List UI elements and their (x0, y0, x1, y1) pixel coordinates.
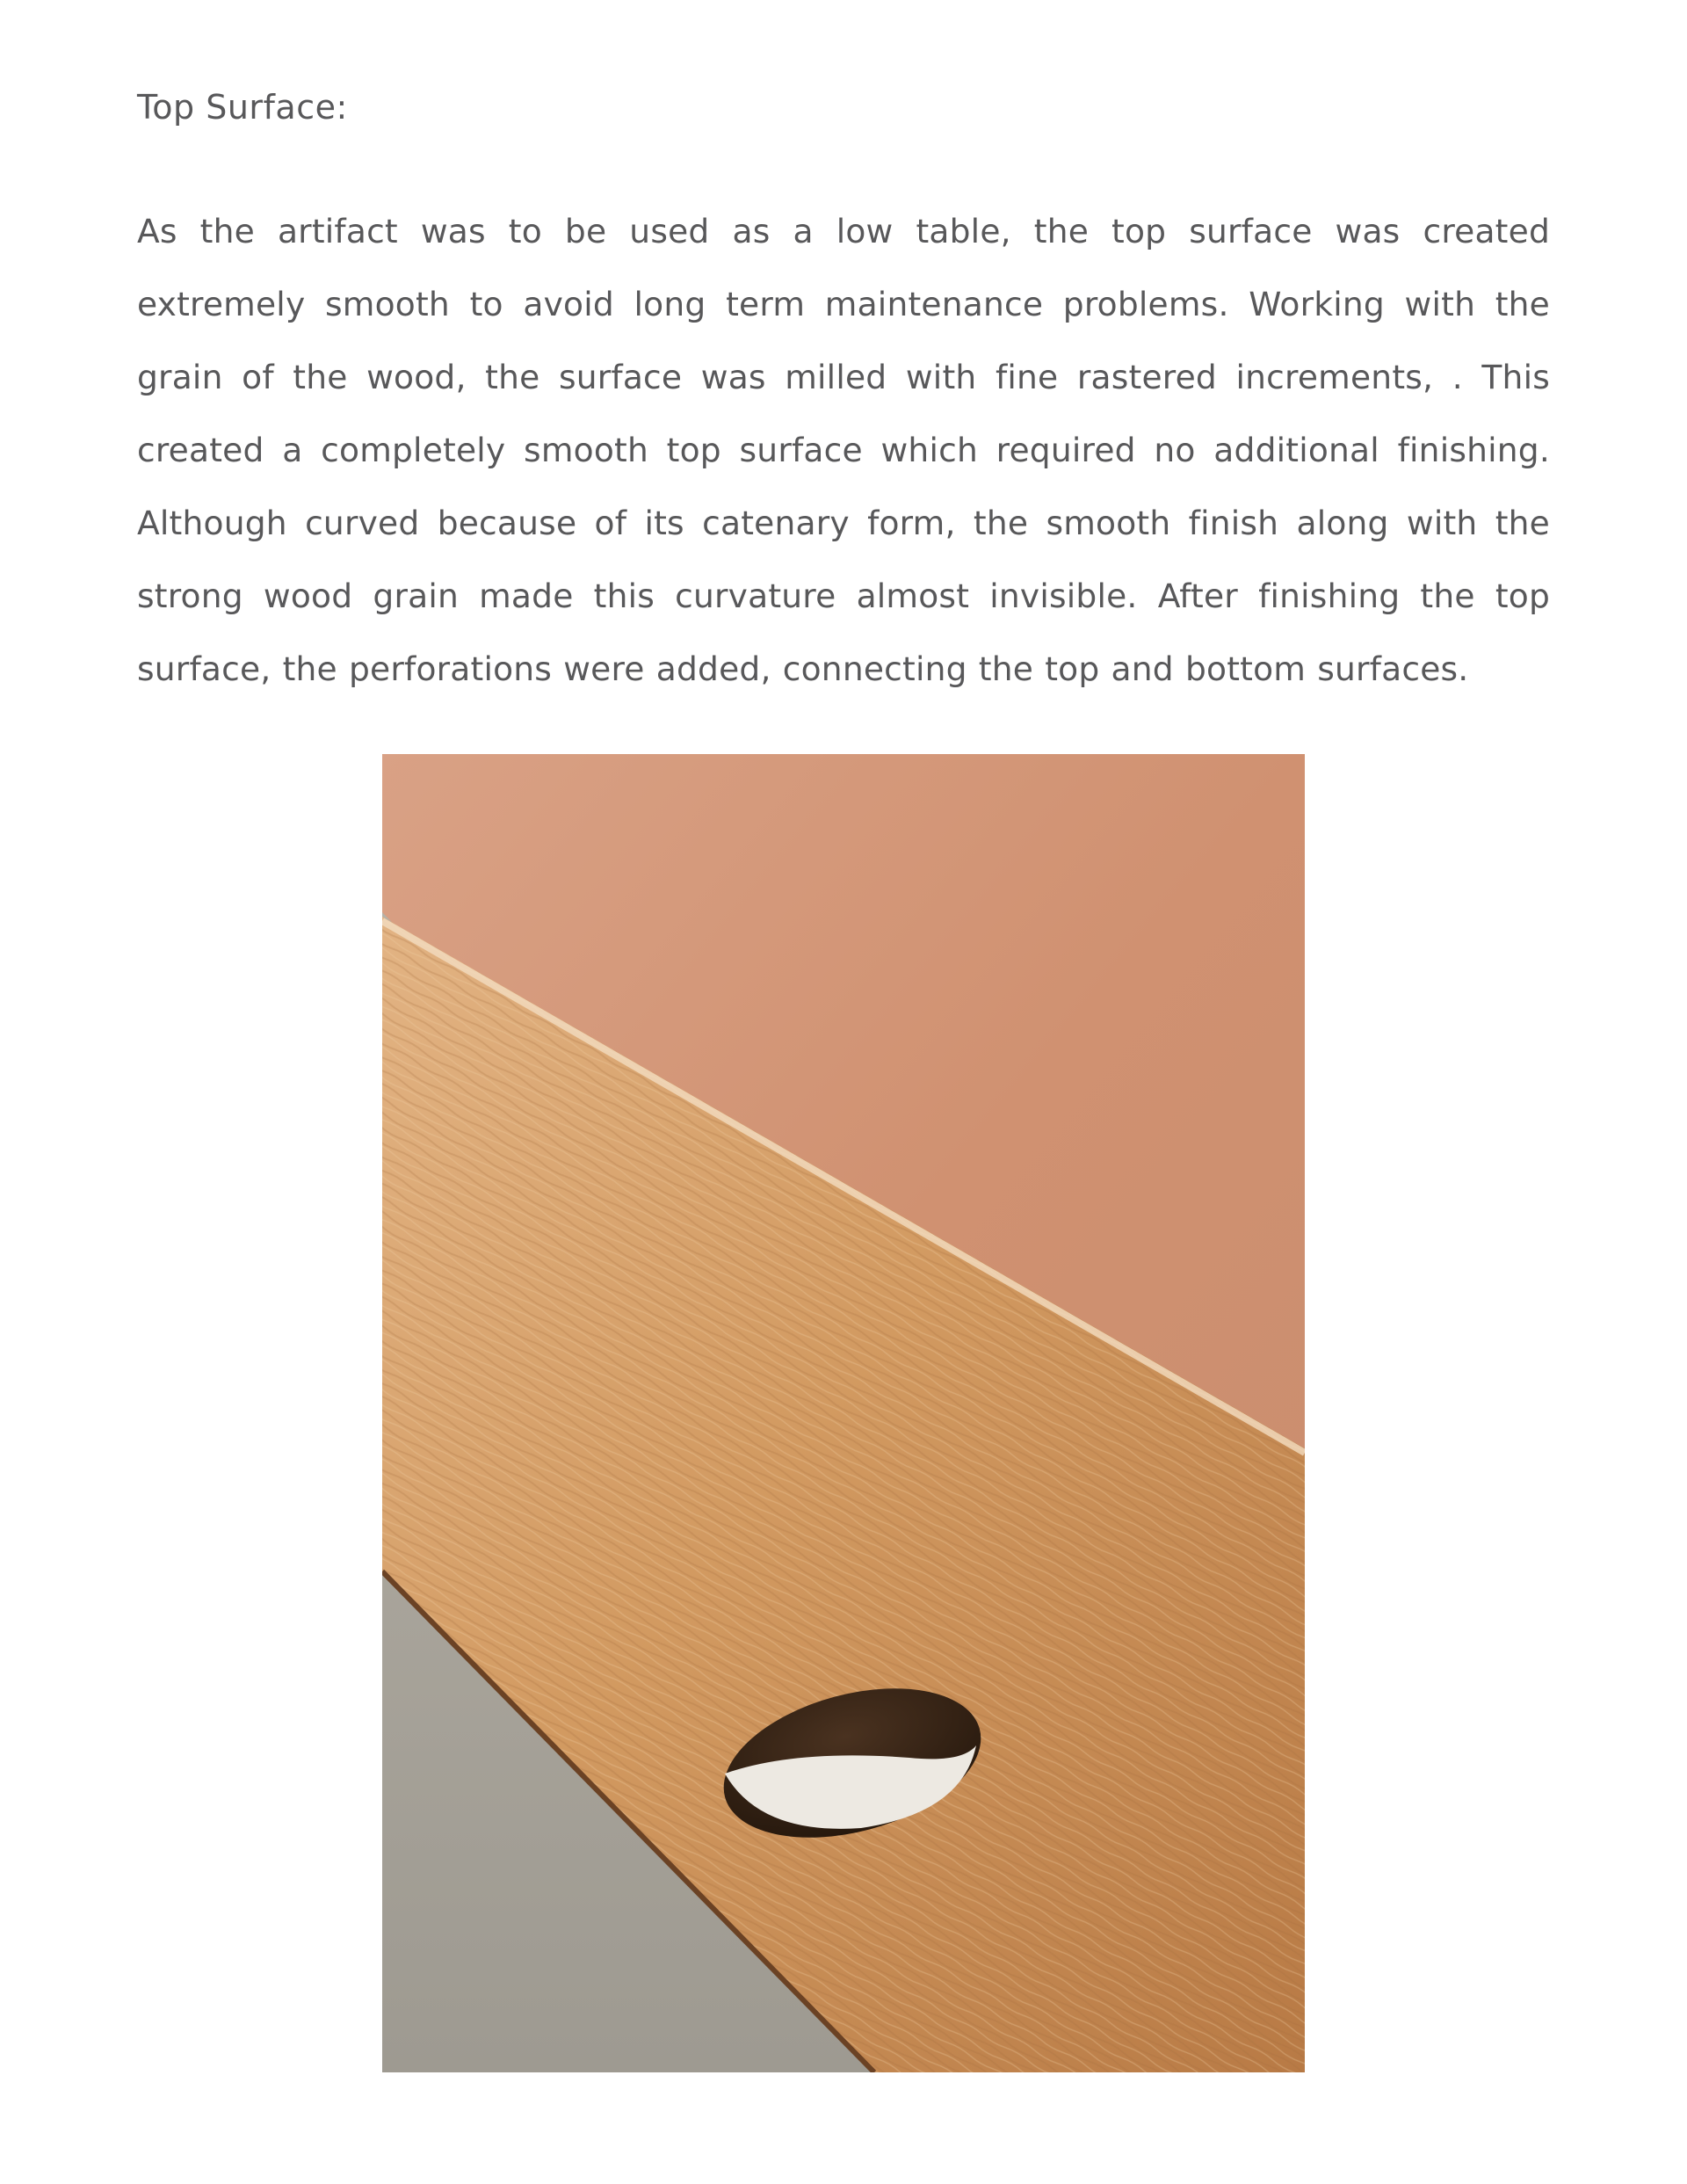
body-paragraph: As the artifact was to be used as a low table, the top surface was created extremely smooth to avoid long term maintenance problems. Working with the grain of the wood, the surface was milled with fine rastered increments, . This created a completely smooth top surface which required no additional finishing. Although curved because of its catenary form, the smooth finish along with the strong wood grain made this curvature almost invisible. After finishing the top surface, the perforations were added, connecting the top and bottom surfaces. (137, 212, 1550, 688)
section-heading: Top Surface: (137, 88, 348, 127)
table-surface-photo (382, 754, 1305, 2072)
